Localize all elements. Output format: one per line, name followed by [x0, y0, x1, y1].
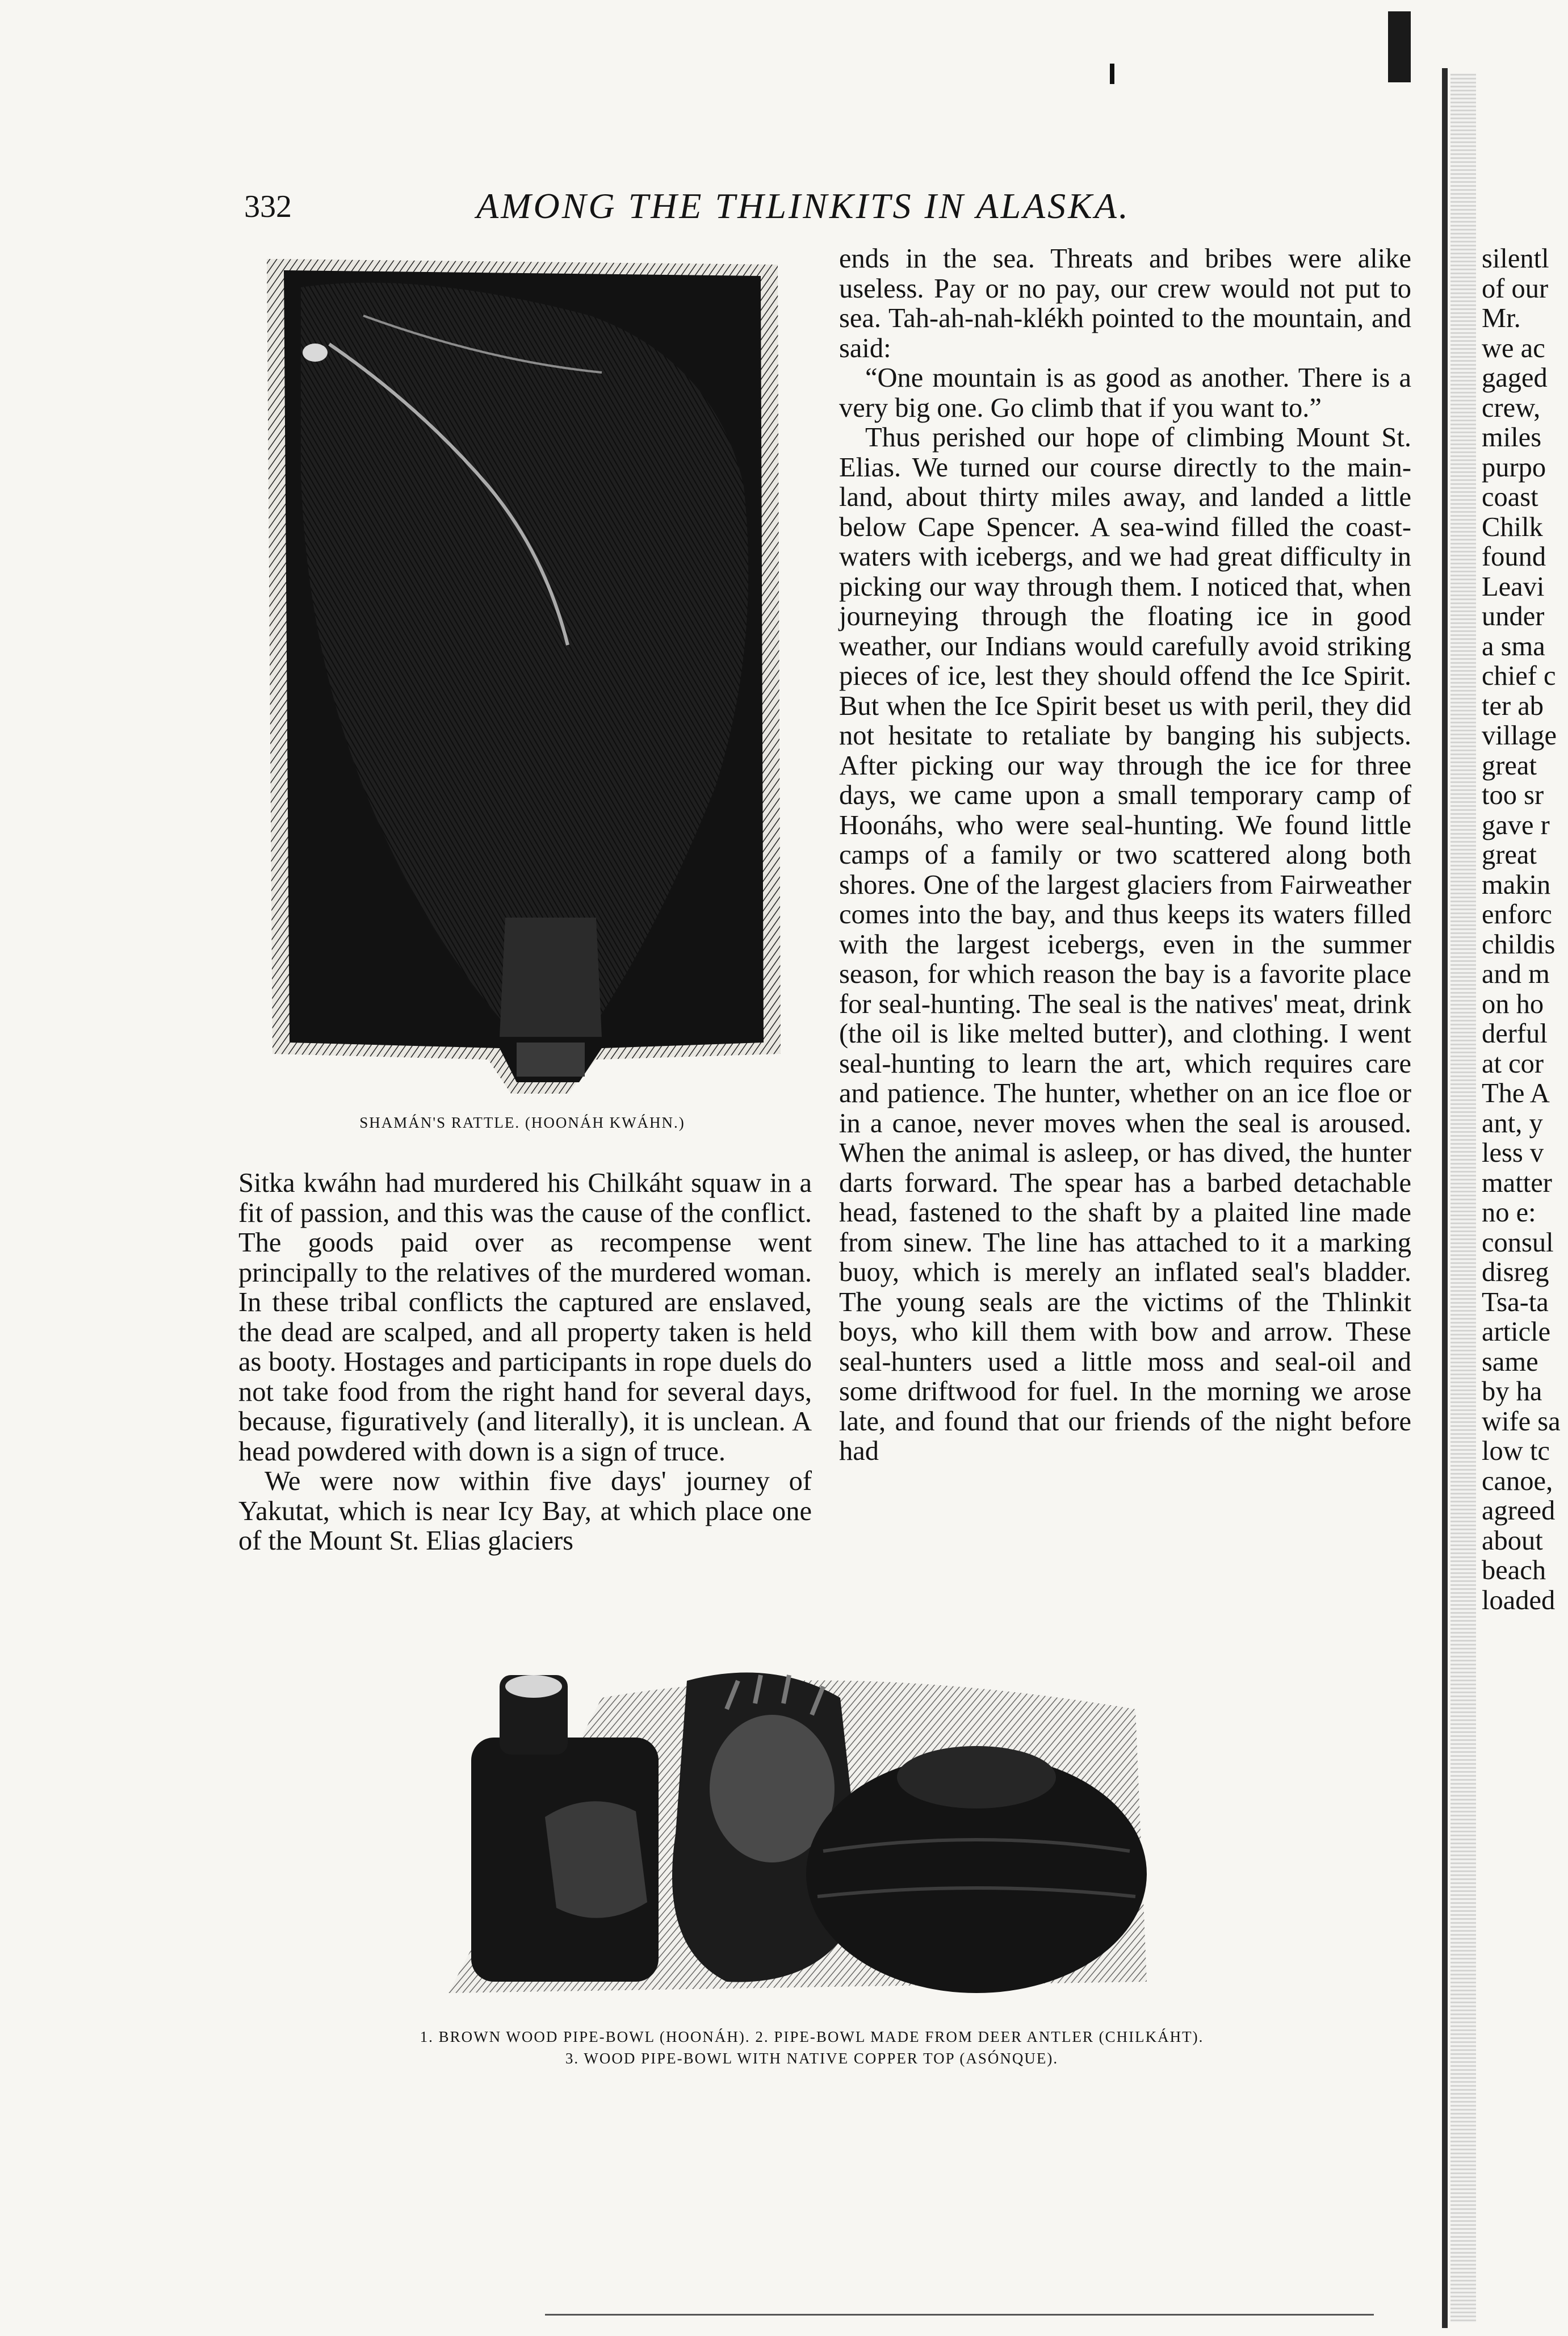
binding-edge-rule [1442, 68, 1448, 2328]
next-page-fragment: a sma [1482, 631, 1545, 662]
next-page-fragment: about [1482, 1525, 1543, 1556]
caption-line: 3. WOOD PIPE-BOWL WITH NATIVE COPPER TOP (ASÓNQUE). [565, 2050, 1059, 2067]
next-page-fragment: canoe, [1482, 1466, 1553, 1496]
next-page-fragment: silentl [1482, 244, 1549, 274]
next-page-fragment: great [1482, 840, 1537, 870]
scan-mark-corner [1388, 11, 1411, 82]
paragraph: ends in the sea. Threats and bribes were alike useless. Pay or no pay, our crew would not put to sea. Tah-ah-nah-klékh pointed to the mountain, and said: [839, 244, 1411, 363]
next-page-fragment: crew, [1482, 392, 1541, 423]
next-page-fragment: consul [1482, 1227, 1554, 1258]
next-page-fragment: disreg [1482, 1257, 1549, 1287]
next-page-fragment: matter [1482, 1167, 1552, 1198]
next-page-fragment: enforc [1482, 899, 1552, 930]
next-page-fragment: village [1482, 721, 1557, 751]
next-page-fragment: great [1482, 750, 1537, 781]
pipe-bowls-engraving-icon [431, 1664, 1204, 2004]
next-page-fragment: Tsa-ta [1482, 1287, 1549, 1317]
next-page-fragment: ant, y [1482, 1108, 1543, 1138]
next-page-fragment: and m [1482, 959, 1550, 989]
pipe-bowls-illustration [431, 1664, 1204, 2004]
next-page-fragment: The A [1482, 1078, 1550, 1108]
running-head: AMONG THE THLINKITS IN ALASKA. [476, 186, 1130, 226]
page-number: 332 [244, 189, 292, 224]
next-page-fragment: wife sa [1482, 1406, 1561, 1437]
next-page-fragment: agreed [1482, 1496, 1556, 1526]
paragraph: Sitka kwáhn had murdered his Chilkáht squaw in a fit of passion, and this was the cause of the conflict. The goods paid over as recompense went principally to the relatives of the murdered woman. In these tribal conflicts the captured are enslaved, the dead are scalped, and all property taken is held as booty. Hostages and participants in rope duels do not take food from the right hand for several days, because, figuratively (and literally), it is unclean. A head powdered with down is a sign of truce. [238, 1168, 812, 1467]
next-page-fragment: derful [1482, 1019, 1548, 1049]
next-page-fragment: at cor [1482, 1048, 1544, 1079]
bottom-rule [545, 2314, 1374, 2316]
next-page-fragment: childis [1482, 929, 1556, 960]
shaman-rattle-illustration [250, 248, 795, 1099]
paragraph: Thus perished our hope of climbing Mount St. Elias. We turned our course directly to the main-land, about thirty miles away, and landed a little below Cape Spencer. A sea-wind filled the coast-waters with icebergs, and we had great difficulty in picking our way through them. I noticed that, when journeying through the floating ice in good weather, our Indians would carefully avoid striking pieces of ice, lest they should offend the Ice Spirit. But when the Ice Spirit beset us with peril, they did not hesitate to retaliate by banging his subjects. After picking our way through the ice for three days, we came upon a small temporary camp of Hoonáhs, who were seal-hunting. We found little camps of a family or two scattered along both shores. One of the largest glaciers from Fairweather comes into the bay, and thus keeps its waters filled with the largest icebergs, even in the summer season, for which reason the bay is a favorite place for seal-hunting. The seal is the natives' meat, drink (the oil is like melted butter), and clothing. I went seal-hunting to learn the art, which requires care and patience. The hunter, whether on an ice floe or in a canoe, never moves when the seal is aroused. When the animal is asleep, or has dived, the hunter darts forward. The spear has a barbed detachable head, fastened to the shaft by a plaited line made from sinew. The line has attached to it a marking buoy, which is merely an inflated seal's bladder. The young seals are the victims of the Thlinkit boys, who kill them with bow and arrow. These seal-hunters used a little moss and seal-oil and some driftwood for fuel. In the morning we arose late, and found that our friends of the night before had [839, 422, 1411, 1466]
paragraph: We were now within five days' journey of Yakutat, which is near Icy Bay, at which place one of the Mount St. Elias glaciers [238, 1466, 812, 1556]
next-page-fragment: miles [1482, 422, 1542, 453]
figure-caption-pipe-bowls [318, 2026, 1306, 2069]
binding-gutter-texture [1450, 74, 1476, 2322]
right-column-text [839, 244, 1411, 1467]
next-page-fragment: we ac [1482, 333, 1545, 363]
next-page-fragments [1482, 244, 1568, 1615]
next-page-fragment: article [1482, 1317, 1551, 1347]
next-page-fragment: purpo [1482, 452, 1546, 483]
next-page-fragment: by ha [1482, 1376, 1542, 1406]
next-page-fragment: Chilk [1482, 512, 1543, 542]
left-column-text [238, 1169, 812, 1556]
next-page-fragment: makin [1482, 869, 1551, 900]
next-page-fragment: low tc [1482, 1436, 1550, 1466]
paragraph: “One mountain is as good as another. There is a very big one. Go climb that if you want to.” [839, 363, 1411, 423]
next-page-fragment: no e: [1482, 1198, 1536, 1228]
next-page-fragment: chief c [1482, 661, 1556, 691]
shaman-rattle-engraving-icon [250, 248, 795, 1099]
next-page-fragment: too sr [1482, 780, 1544, 810]
scan-mark [1110, 64, 1114, 84]
next-page-fragment: on ho [1482, 989, 1544, 1019]
next-page-fragment: gave r [1482, 810, 1550, 840]
next-page-fragment: of our [1482, 273, 1549, 304]
next-page-fragment: gaged [1482, 363, 1548, 393]
figure-caption-rattle: SHAMÁN'S RATTLE. (HOONÁH KWÁHN.) [359, 1114, 685, 1131]
next-page-fragment: under [1482, 601, 1545, 631]
next-page-fragment: beach [1482, 1555, 1546, 1585]
caption-line: 1. BROWN WOOD PIPE-BOWL (HOONÁH). 2. PIPE-BOWL MADE FROM DEER ANTLER (CHILKÁHT). [420, 2028, 1204, 2045]
next-page-fragment: Mr. [1482, 303, 1521, 333]
next-page-fragment: Leavi [1482, 571, 1545, 602]
next-page-fragment: less v [1482, 1138, 1544, 1168]
next-page-fragment: ter ab [1482, 690, 1544, 721]
next-page-fragment: loaded [1482, 1585, 1556, 1615]
next-page-fragment: same [1482, 1346, 1538, 1377]
next-page-fragment: found [1482, 542, 1546, 572]
next-page-fragment: coast [1482, 482, 1538, 512]
